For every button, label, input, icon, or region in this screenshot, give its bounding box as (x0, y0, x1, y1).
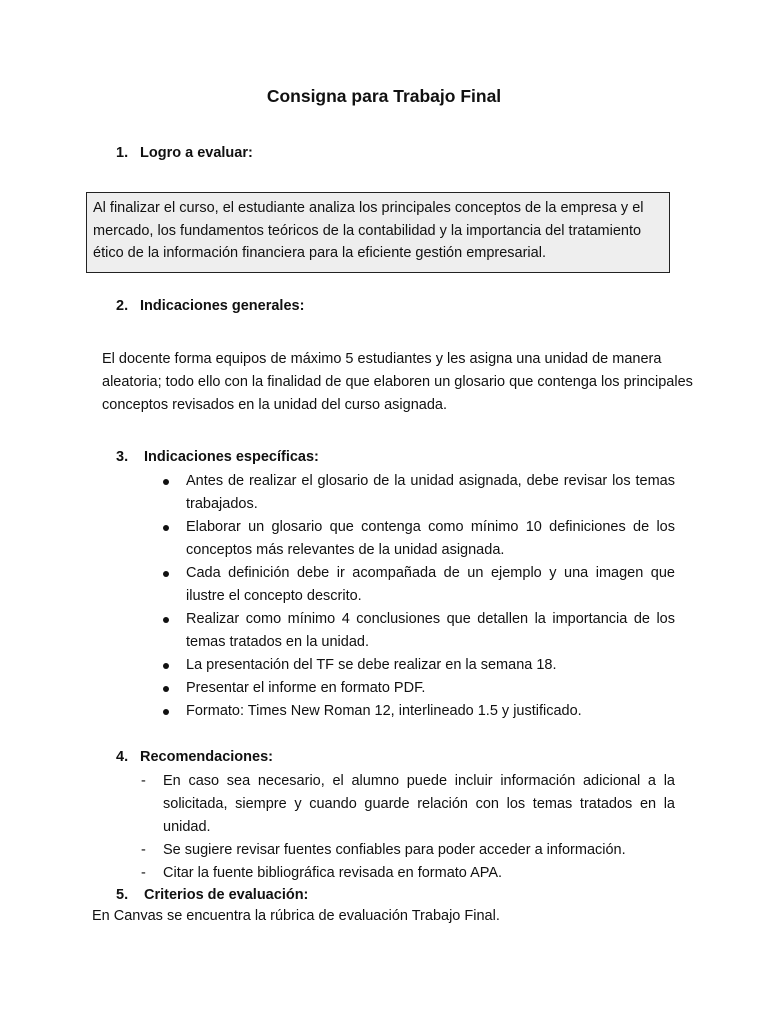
list-item: Presentar el informe en formato PDF. (160, 677, 675, 700)
section-heading-logro (116, 145, 253, 161)
indicaciones-generales-text: El docente forma equipos de máximo 5 estudiantes y les asigna una unidad de manera aleatoria; todo ello con la finalidad de que elaboren un glosario que contenga los principales conceptos revisados en la unidad del curso asignada. (102, 351, 693, 413)
recomendaciones-list (139, 770, 675, 885)
bullet-icon (163, 709, 169, 715)
section-heading-criterios (116, 887, 308, 903)
logro-text: Al finalizar el curso, el estudiante analiza los principales conceptos de la empresa y el mercado, los fundamentos teóricos de la contabilidad y la importancia del tratamiento ético de la información financiera para la eficiente gestión empresarial. (93, 200, 644, 261)
list-item: - Se sugiere revisar fuentes confiables para poder acceder a información. (139, 839, 675, 862)
list-item: - En caso sea necesario, el alumno puede incluir información adicional a la solicitada, siempre y cuando guarde relación con los temas tratados en la unidad. (139, 770, 675, 839)
criterios-text: En Canvas se encuentra la rúbrica de evaluación Trabajo Final. (92, 908, 500, 924)
list-item: Cada definición debe ir acompañada de un ejemplo y una imagen que ilustre el concepto descrito. (160, 562, 675, 608)
section-heading-recomendaciones (116, 749, 273, 765)
list-item: Realizar como mínimo 4 conclusiones que detallen la importancia de los temas tratados en la unidad. (160, 608, 675, 654)
list-item: Elaborar un glosario que contenga como mínimo 10 definiciones de los conceptos más relevantes de la unidad asignada. (160, 516, 675, 562)
dash-marker: - (141, 842, 146, 858)
section-heading-indicaciones-generales (116, 298, 304, 314)
section-title: Criterios de evaluación: (144, 887, 309, 903)
list-item: Antes de realizar el glosario de la unidad asignada, debe revisar los temas trabajados. (160, 470, 675, 516)
section-heading-indicaciones-especificas (116, 449, 319, 465)
section-number: 2. (116, 298, 129, 314)
section-number: 1. (116, 145, 129, 161)
bullet-icon (163, 663, 169, 669)
bullet-icon (163, 571, 169, 577)
section-title: Indicaciones generales: (140, 298, 305, 314)
dash-marker: - (141, 773, 146, 789)
section-title: Indicaciones específicas: (144, 449, 319, 465)
section-number: 3. (116, 449, 129, 465)
indicaciones-especificas-list (160, 470, 675, 723)
bullet-icon (163, 617, 169, 623)
list-item: Formato: Times New Roman 12, interlineado 1.5 y justificado. (160, 700, 675, 723)
bullet-icon (163, 479, 169, 485)
document-title: Consigna para Trabajo Final (266, 86, 502, 106)
section-title: Logro a evaluar: (140, 145, 253, 161)
bullet-icon (163, 525, 169, 531)
list-item: La presentación del TF se debe realizar en la semana 18. (160, 654, 675, 677)
list-item: - Citar la fuente bibliográfica revisada en formato APA. (139, 862, 675, 885)
section-number: 5. (116, 887, 129, 903)
bullet-icon (163, 686, 169, 692)
section-title: Recomendaciones: (140, 749, 273, 765)
dash-marker: - (141, 865, 146, 881)
logro-box (86, 192, 670, 273)
section-number: 4. (116, 749, 129, 765)
